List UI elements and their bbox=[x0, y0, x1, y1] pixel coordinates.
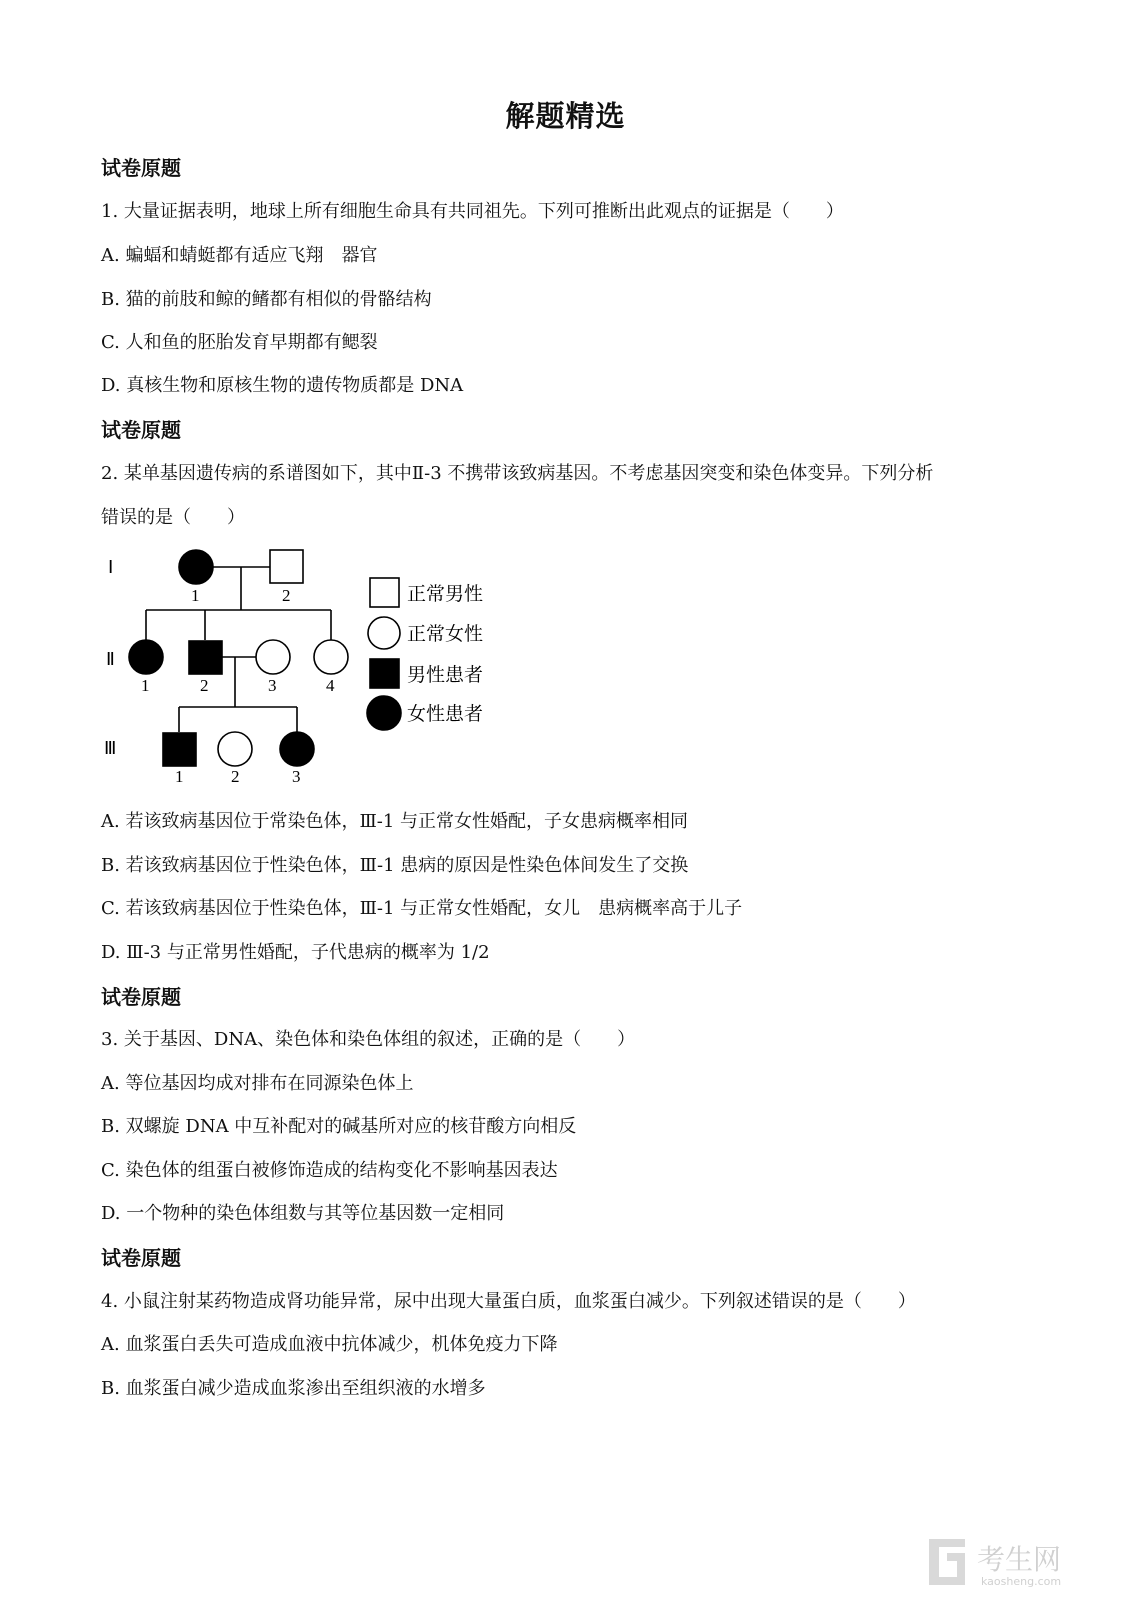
watermark-url: kaosheng.com bbox=[981, 1575, 1062, 1588]
question-2-stem-line-2: 错误的是（ ） bbox=[101, 507, 245, 528]
individual-ii-3 bbox=[256, 640, 290, 674]
question-3-option-c: C. 染色体的组蛋白被修饰造成的结构变化不影响基因表达 bbox=[101, 1160, 558, 1181]
individual-label: 1 bbox=[141, 676, 150, 695]
question-2-option-b: B. 若该致病基因位于性染色体，Ⅲ-1 患病的原因是性染色体间发生了交换 bbox=[101, 855, 689, 876]
individual-ii-1 bbox=[129, 640, 163, 674]
section-heading: 试卷原题 bbox=[101, 985, 181, 1009]
section-heading: 试卷原题 bbox=[101, 418, 181, 442]
legend-normal-female-icon bbox=[368, 617, 400, 649]
question-2-option-c: C. 若该致病基因位于性染色体，Ⅲ-1 与正常女性婚配，女儿 患病概率高于儿子 bbox=[101, 898, 743, 919]
individual-iii-2 bbox=[218, 732, 252, 766]
generation-label-3: Ⅲ bbox=[104, 738, 117, 758]
individual-ii-2 bbox=[189, 641, 222, 674]
question-3-option-d: D. 一个物种的染色体组数与其等位基因数一定相同 bbox=[101, 1203, 505, 1224]
generation-label-1: Ⅰ bbox=[108, 557, 114, 577]
legend-affected-male-icon bbox=[370, 659, 399, 688]
individual-label: 1 bbox=[191, 586, 200, 605]
individual-label: 2 bbox=[282, 586, 291, 605]
section-heading: 试卷原题 bbox=[101, 1246, 181, 1270]
individual-iii-1 bbox=[163, 733, 196, 766]
watermark-mark-icon bbox=[929, 1539, 965, 1585]
question-3-stem: 3. 关于基因、DNA、染色体和染色体组的叙述，正确的是（ ） bbox=[101, 1029, 636, 1050]
question-2-stem-line-1: 2. 某单基因遗传病的系谱图如下，其中Ⅱ-3 不携带该致病基因。不考虑基因突变和染色体变异。下列分析 bbox=[101, 463, 934, 484]
question-1-stem: 1. 大量证据表明，地球上所有细胞生命具有共同祖先。下列可推断出此观点的证据是（ ） bbox=[101, 201, 844, 222]
question-4-stem: 4. 小鼠注射某药物造成肾功能异常，尿中出现大量蛋白质，血浆蛋白减少。下列叙述错误的是（ ） bbox=[101, 1291, 916, 1312]
individual-label: 4 bbox=[326, 676, 335, 695]
watermark-text: 考生网 bbox=[977, 1543, 1062, 1576]
question-1-option-c: C. 人和鱼的胚胎发育早期都有鳃裂 bbox=[101, 332, 378, 353]
question-3-option-b: B. 双螺旋 DNA 中互补配对的碱基所对应的核苷酸方向相反 bbox=[101, 1116, 577, 1137]
legend-normal-male-label: 正常男性 bbox=[407, 583, 484, 605]
individual-label: 2 bbox=[200, 676, 209, 695]
legend-normal-female-label: 正常女性 bbox=[407, 623, 484, 645]
section-heading: 试卷原题 bbox=[101, 156, 181, 180]
watermark-logo bbox=[925, 1533, 1125, 1593]
generation-label-2: Ⅱ bbox=[106, 649, 115, 669]
individual-label: 3 bbox=[292, 767, 301, 786]
question-1-option-d: D. 真核生物和原核生物的遗传物质都是 DNA bbox=[101, 375, 464, 396]
question-2-option-d: D. Ⅲ-3 与正常男性婚配，子代患病的概率为 1/2 bbox=[101, 942, 490, 963]
individual-label: 1 bbox=[175, 767, 184, 786]
legend-normal-male-icon bbox=[370, 578, 399, 607]
legend-affected-female-icon bbox=[367, 696, 401, 730]
question-1-option-a: A. 蝙蝠和蜻蜓都有适应飞翔 器官 bbox=[101, 245, 378, 266]
question-4-option-a: A. 血浆蛋白丢失可造成血液中抗体减少，机体免疫力下降 bbox=[101, 1334, 558, 1355]
legend-affected-female-label: 女性患者 bbox=[407, 703, 484, 725]
legend-affected-male-label: 男性患者 bbox=[407, 664, 484, 686]
question-3-option-a: A. 等位基因均成对排布在同源染色体上 bbox=[101, 1073, 414, 1094]
pedigree-diagram bbox=[95, 545, 515, 795]
individual-i-1 bbox=[179, 550, 213, 584]
individual-i-2 bbox=[270, 550, 303, 583]
individual-label: 2 bbox=[231, 767, 240, 786]
page-title: 解题精选 bbox=[505, 99, 626, 133]
question-1-option-b: B. 猫的前肢和鲸的鳍都有相似的骨骼结构 bbox=[101, 289, 432, 310]
individual-ii-4 bbox=[314, 640, 348, 674]
question-4-option-b: B. 血浆蛋白减少造成血浆渗出至组织液的水增多 bbox=[101, 1378, 486, 1399]
individual-label: 3 bbox=[268, 676, 277, 695]
individual-iii-3 bbox=[280, 732, 314, 766]
question-2-option-a: A. 若该致病基因位于常染色体，Ⅲ-1 与正常女性婚配，子女患病概率相同 bbox=[101, 811, 689, 832]
